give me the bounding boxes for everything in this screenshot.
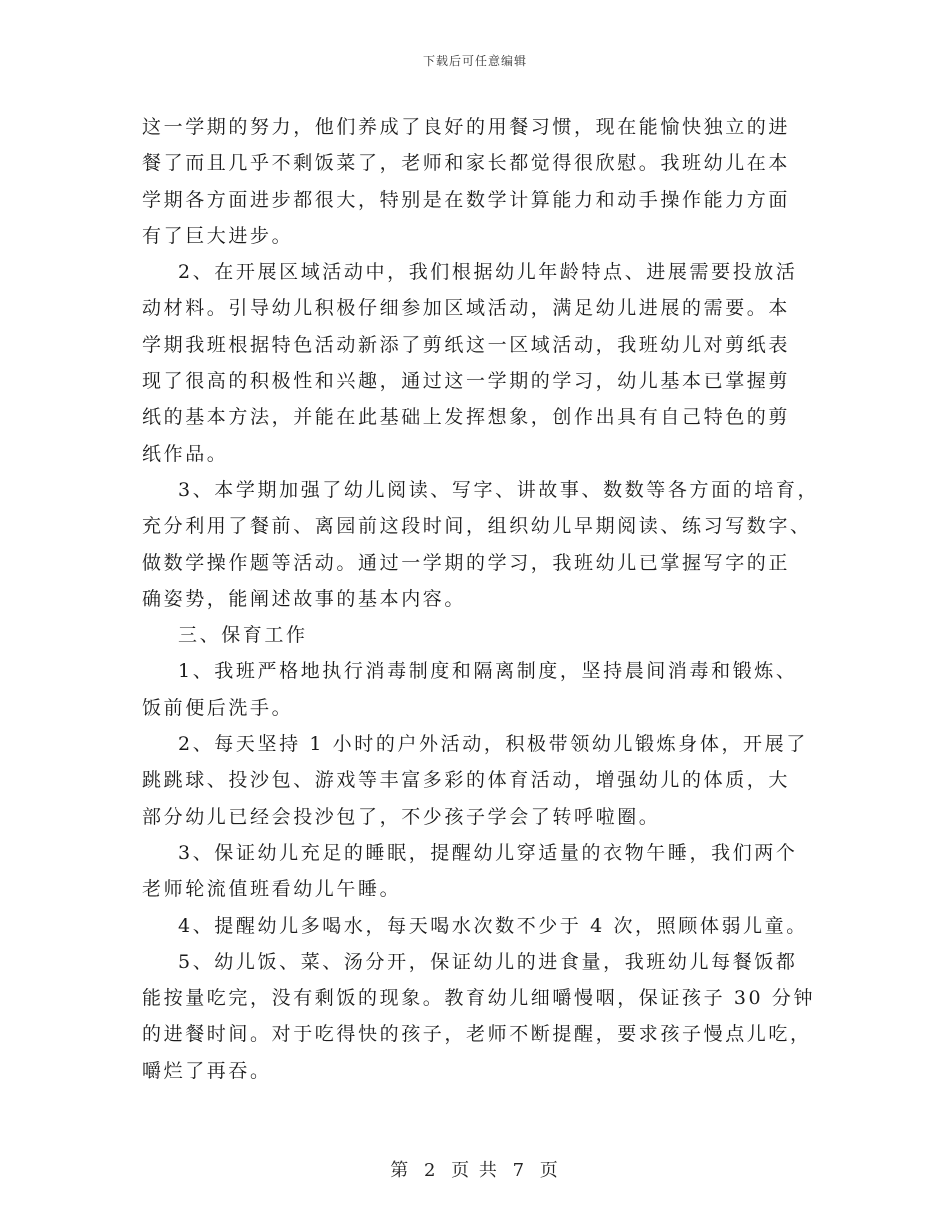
text-line: 纸作品。	[142, 442, 229, 465]
text-line: 嚼烂了再吞。	[142, 1059, 272, 1082]
text-line: 3、本学期加强了幼儿阅读、写字、讲故事、数数等各方面的培育，	[178, 478, 820, 501]
page-footer	[0, 1156, 950, 1182]
text-line: 1、我班严格地执行消毒制度和隔离制度，坚持晨间消毒和锻炼、	[178, 660, 798, 683]
section-heading: 三、保育工作	[178, 624, 308, 647]
text-line: 学期各方面进步都很大，特别是在数学计算能力和动手操作能力方面	[142, 188, 791, 211]
text-line: 餐了而且几乎不剩饭菜了，老师和家长都觉得很欣慰。我班幼儿在本	[142, 152, 791, 175]
text-line: 3、保证幼儿充足的睡眠，提醒幼儿穿适量的衣物午睡，我们两个	[178, 841, 798, 864]
document-body	[142, 109, 820, 1089]
text-line: 能按量吃完，没有剩饭的现象。教育幼儿细嚼慢咽，保证孩子 30 分钟	[142, 987, 816, 1010]
footer-middle: 页 共	[451, 1160, 499, 1181]
text-line: 现了很高的积极性和兴趣，通过这一学期的学习，幼儿基本已掌握剪	[142, 370, 791, 393]
text-line: 2、在开展区域活动中，我们根据幼儿年龄特点、进展需要投放活	[178, 261, 798, 284]
text-line: 有了巨大进步。	[142, 224, 294, 247]
footer-suffix: 页	[539, 1160, 560, 1181]
text-line: 确姿势，能阐述故事的基本内容。	[142, 587, 467, 610]
text-line: 4、提醒幼儿多喝水，每天喝水次数不少于 4 次，照顾体弱儿童。	[178, 914, 808, 937]
text-line: 老师轮流值班看幼儿午睡。	[142, 878, 402, 901]
total-page-number: 7	[512, 1160, 527, 1181]
footer-prefix: 第	[390, 1160, 411, 1181]
header-note: 下载后可任意编辑	[422, 54, 527, 68]
text-line: 的进餐时间。对于吃得快的孩子，老师不断提醒，要求孩子慢点儿吃，	[142, 1023, 812, 1046]
text-line: 饭前便后洗手。	[142, 696, 294, 719]
text-line: 做数学操作题等活动。通过一学期的学习，我班幼儿已掌握写字的正	[142, 551, 791, 574]
text-line: 动材料。引导幼儿积极仔细参加区域活动，满足幼儿进展的需要。本	[142, 297, 791, 320]
text-line: 2、每天坚持 1 小时的户外活动，积极带领幼儿锻炼身体，开展了	[178, 733, 808, 756]
text-line: 跳跳球、投沙包、游戏等丰富多彩的体育活动，增强幼儿的体质，大	[142, 769, 791, 792]
text-line: 充分利用了餐前、离园前这段时间，组织幼儿早期阅读、练习写数字、	[142, 515, 812, 538]
current-page-number: 2	[423, 1160, 438, 1181]
text-line: 部分幼儿已经会投沙包了，不少孩子学会了转呼啦圈。	[142, 805, 661, 828]
text-line: 纸的基本方法，并能在此基础上发挥想象，创作出具有自己特色的剪	[142, 406, 791, 429]
text-line: 5、幼儿饭、菜、汤分开，保证幼儿的进食量，我班幼儿每餐饭都	[178, 950, 798, 973]
text-line: 学期我班根据特色活动新添了剪纸这一区域活动，我班幼儿对剪纸表	[142, 333, 791, 356]
text-line: 这一学期的努力，他们养成了良好的用餐习惯，现在能愉快独立的进	[142, 116, 791, 138]
